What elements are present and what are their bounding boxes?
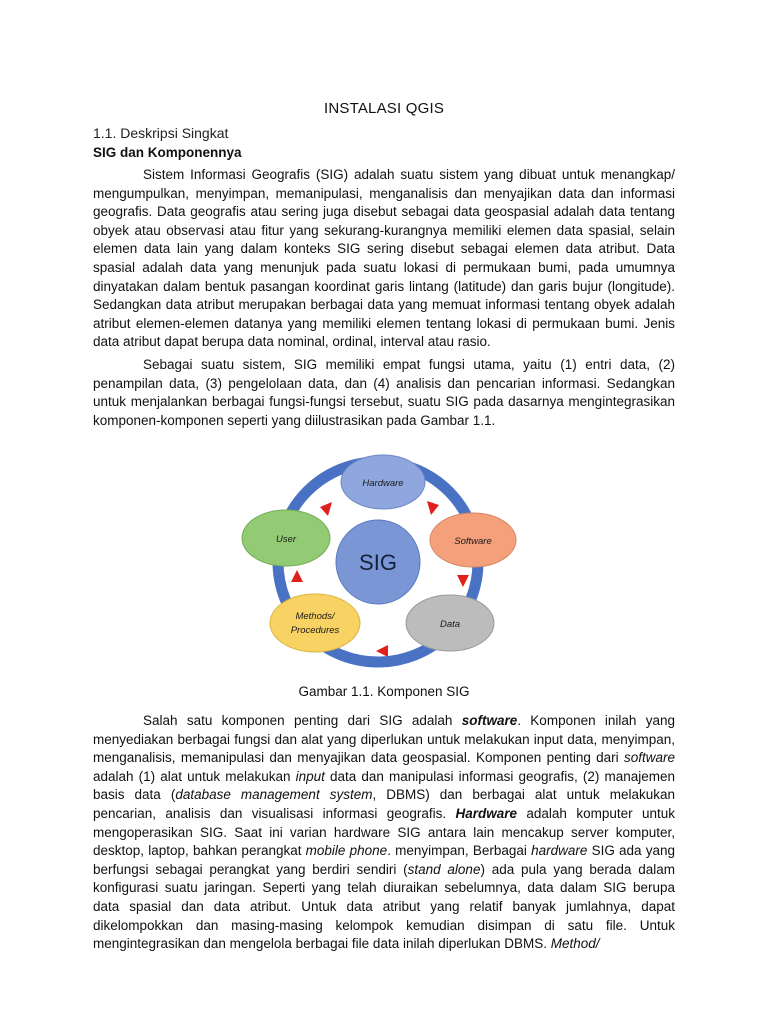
p3-hardware-term: hardware <box>531 843 588 859</box>
arrow-data-methods <box>376 645 388 657</box>
arrow-user-hardware <box>320 502 332 516</box>
p3-text: Salah satu komponen penting dari SIG adalah <box>143 713 462 728</box>
p3-text: . Komponen inilah yang menyediakan berbagai fungsi dan alat yang diperlukan untuk melakukan input data, menyimpan, menganalisis, memanipulasi dan menyajikan data geospasial. Komponen penting dari <box>93 713 675 766</box>
methods-label-line1: Methods/ <box>295 611 335 622</box>
p3-text: ) ada pula yang berada dalam konfigurasi suatu jaringan. Seperti yang telah diuraikan sebelumnya, data dalam SIG berupa data spasial dan data atribut. Untuk data atribut yang relatif banyak jumlahnya, dapat dikelompokkan dan masing-masing kelompok kemudian disimpan di satu file. Untuk mengintegrasikan dan mengelola berbagai file data inilah diperlukan DBMS. <box>93 861 675 952</box>
data-label: Data <box>439 619 461 630</box>
p3-dbms-term: database management system <box>175 787 373 803</box>
arrow-methods-user <box>291 570 303 582</box>
paragraph-1: Sistem Informasi Geografis (SIG) adalah suatu sistem yang dibuat untuk menangkap/ mengumpulkan, menyimpan, memanipulasi, menganalisis dan menyajikan data dan informasi geografis. Data geografis atau sering juga disebut sebagai data geospasial adalah data tentang obyek atau observasi atau fitur yang sekurang-kurangnya memiliki elemen data spasial, selain elemen data lain yang dalam konteks SIG sering disebut sebagai elemen data atribut. Data spasial adalah data yang menunjuk pada suatu lokasi di permukaan bumi, pada umumnya dinyatakan dalam bentuk pasangan koordinat garis lintang (latitude) dan garis bujur (longitude). Sedangkan data atribut merupakan berbagai data yang memuat informasi tentang obyek adalah atribut elemen-elemen datanya yang memiliki elemen tentang lokasi di permukaan bumi. Jenis data atribut dapat berupa data nominal, ordinal, interval atau rasio. <box>93 167 675 350</box>
hardware-label: Hardware <box>362 478 404 489</box>
paragraph-3 <box>93 712 675 954</box>
p3-standalone-term: stand alone <box>407 861 481 877</box>
paragraph-2: Sebagai suatu sistem, SIG memiliki empat fungsi utama, yaitu (1) entri data, (2) penampilan data, (3) pengelolaan data, dan (4) analisis dan pencarian informasi. Sedangkan untuk menjalankan berbagai fungsi-fungsi tersebut, suatu SIG pada dasarnya mengintegrasikan komponen-komponen seperti yang diilustrasikan pada Gambar 1.1. <box>93 357 675 428</box>
section-heading: SIG dan Komponennya <box>93 145 242 160</box>
sig-components-figure <box>228 450 528 670</box>
p3-text: . menyimpan, Berbagai <box>387 843 532 859</box>
p3-method-term: Method/ <box>550 936 600 952</box>
p3-text: SIG ada yang berfungsi sebagai perangkat yang berdiri sendiri ( <box>93 843 676 877</box>
p3-text: data dan manipulasi informasi geografis, (2) manajemen basis data ( <box>93 768 675 803</box>
p3-text: adalah (1) alat untuk melakukan <box>93 768 296 784</box>
p3-input-term: input <box>295 768 325 784</box>
arrow-software-data <box>457 575 469 587</box>
figure-caption: Gambar 1.1. Komponen SIG <box>298 684 470 699</box>
sig-center-label: SIG <box>359 550 397 575</box>
p3-software-term: software <box>623 750 675 766</box>
p3-text: adalah komputer untuk mengoperasikan SIG. Saat ini varian hardware SIG antara lain mencakup server komputer, desktop, laptop, bahkan perangkat <box>93 805 676 859</box>
p3-software-term: software <box>461 713 518 728</box>
user-label: User <box>275 534 297 545</box>
document-title: INSTALASI QGIS <box>323 100 445 117</box>
methods-node <box>270 594 360 652</box>
p3-hardware-term: Hardware <box>455 805 518 821</box>
section-number: 1.1. Deskripsi Singkat <box>93 125 229 141</box>
arrow-hardware-software <box>427 501 439 515</box>
p3-text: , DBMS) dan berbagai alat untuk melakukan pencarian, analisis dan visualisasi informasi geografis. <box>93 787 675 821</box>
software-label: Software <box>454 536 492 547</box>
p3-mobile-term: mobile phone <box>305 843 388 859</box>
methods-label-line2: Procedures <box>290 625 340 636</box>
